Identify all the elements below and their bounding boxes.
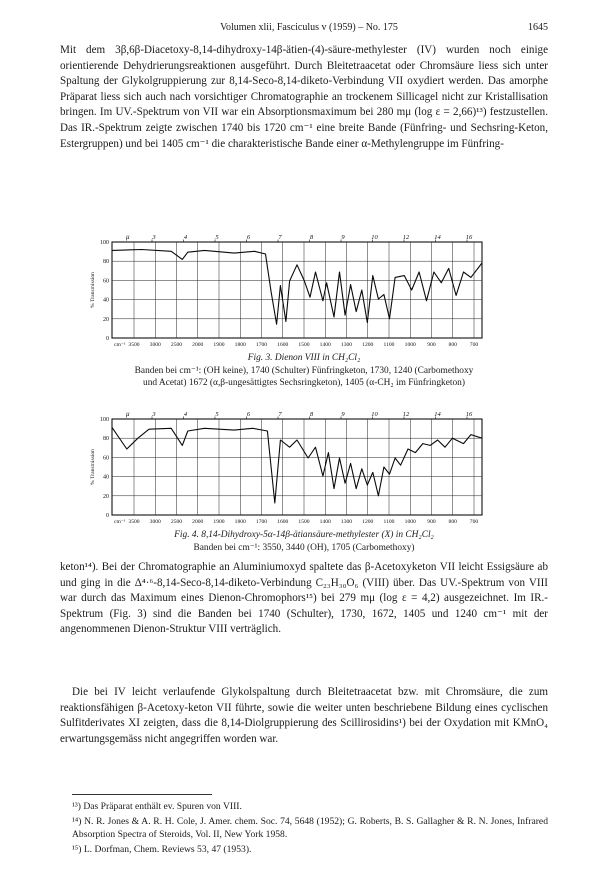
x-tick-label: 1000 xyxy=(404,519,416,525)
x-tick-label: 800 xyxy=(448,342,457,348)
top-tick-label: 9 xyxy=(341,234,345,241)
y-tick-label: 80 xyxy=(103,436,109,443)
x-tick-label: 1700 xyxy=(255,342,268,348)
page-number: 1645 xyxy=(528,22,548,33)
spectrum-trace xyxy=(112,427,482,503)
fig4-caption-title: Fig. 4. 8,14-Dihydroxy-5α-14β-ätiansäure-methylester (X) in CH₂Cl₂ xyxy=(174,530,434,540)
top-tick-label: 12 xyxy=(402,234,410,241)
top-tick-label: 14 xyxy=(434,234,441,241)
x-tick-label: 1600 xyxy=(277,519,289,525)
paragraph-2: keton¹⁴). Bei der Chromatographie an Aluminiumoxyd spaltete das β-Acetoxyketon VII leicht Essigsäure ab und ging in die Δ⁴·⁶-8,14-Seco-8,14-diketo-Verbindung C₂₃H₃₀O₆ (VIII) über. Das UV.-Spektrum von VIII war durch das Maximum eines Dienon-Chromophors¹⁵) bei 279 mμ (log ε = 4,2) ausgezeichnet. Im IR.-Spektrum (Fig. 3) sind die Banden bei 1740 (Schulter), 1730, 1672, 1405 und 1240 cm⁻¹ mit der angenommenen Dienon-Struktur VIII verträglich. xyxy=(60,561,548,636)
x-tick-label: 3500 xyxy=(128,342,140,348)
x-tick-label: 1500 xyxy=(298,342,310,348)
top-tick-label: 16 xyxy=(465,234,473,241)
x-tick-label: 1000 xyxy=(404,342,416,348)
fig3-caption-title: Fig. 3. Dienon VIII in CH₂Cl₂ xyxy=(247,353,361,363)
x-tick-label: 1500 xyxy=(298,519,310,525)
plot-frame xyxy=(112,419,482,515)
x-tick-label: 1600 xyxy=(277,342,289,348)
top-tick-label: 8 xyxy=(309,234,314,241)
x-tick-label: 3000 xyxy=(149,342,161,348)
footnote-14: ¹⁴) N. R. Jones & A. R. H. Cole, J. Amer. chem. Soc. 74, 5648 (1952); G. Roberts, B. S. Gallagher & R. N. Jones, Infrared Absorption Spectra of Steroids, Vol. II, New York 1958. xyxy=(72,816,548,840)
x-tick-label: 1400 xyxy=(319,519,331,525)
x-tick-label: 2500 xyxy=(170,342,183,348)
y-tick-label: 0 xyxy=(106,336,109,342)
x-tick-label: 1200 xyxy=(362,342,374,348)
y-tick-label: 20 xyxy=(103,316,109,323)
top-tick-label: 3 xyxy=(152,234,156,241)
paragraph-1: Mit dem 3β,6β-Diacetoxy-8,14-dihydroxy-14β-ätien-(4)-säure-methylester (IV) wurden noch einige orientierende Dehydrierungsreaktionen ausgeführt. Durch Bleitetraacetat oder Chromsäure liess sich unter Spaltung der Glykolgruppierung zur 8,14-Seco-8,14-diketo-Verbindung VII oxydiert werden. Das amorphe Präparat liess sich auch nach vorsichtiger Chromatographie an trockenem Sillicagel nicht zur Kristallisation bringen. Im UV.-Spektrum von VII war ein Absorptionsmaximum bei 280 mμ (log ε = 2,66)¹³) festzustellen. Das IR.-Spektrum zeigte zwischen 1740 bis 1720 cm⁻¹ eine breite Bande (Fünfring- und Sechsring-Keton, Estergruppen) und bei 1405 cm⁻¹ die charakteristische Bande einer α-Methylengruppe im Fünfring- xyxy=(60,44,548,150)
x-tick-label: 1800 xyxy=(234,519,246,525)
x-tick-label: 1400 xyxy=(319,342,331,348)
top-tick-label: 7 xyxy=(278,234,282,241)
x-tick-label: 900 xyxy=(427,519,436,525)
fig3-caption-line: und Acetat) 1672 (α,β-ungesättigtes Sechsringketon), 1405 (α-CH₂ im Fünfringketon) xyxy=(143,378,465,388)
x-tick-label: 1200 xyxy=(362,519,374,525)
x-tick-label: 2000 xyxy=(192,519,204,525)
x-tick-label: 1800 xyxy=(234,342,246,348)
top-tick-label: 7 xyxy=(278,411,282,418)
y-tick-label: 0 xyxy=(106,513,109,519)
x-tick-label: 1700 xyxy=(255,519,268,525)
top-axis-label: μ xyxy=(126,410,130,418)
x-tick-label: 2500 xyxy=(170,519,183,525)
top-tick-label: 6 xyxy=(246,411,251,418)
top-tick-label: 4 xyxy=(183,411,188,418)
x-tick-label: 900 xyxy=(427,342,436,348)
fig4-caption-line: Banden bei cm⁻¹: 3550, 3440 (OH), 1705 (Carbomethoxy) xyxy=(193,542,415,553)
top-tick-label: 5 xyxy=(215,234,219,241)
top-tick-label: 4 xyxy=(183,234,188,241)
top-tick-label: 3 xyxy=(152,411,156,418)
y-tick-label: 100 xyxy=(100,240,109,246)
y-tick-label: 80 xyxy=(103,259,109,266)
top-tick-label: 9 xyxy=(341,411,345,418)
y-tick-label: 20 xyxy=(103,493,109,500)
top-tick-label: 6 xyxy=(246,234,251,241)
y-tick-label: 60 xyxy=(103,455,109,462)
y-axis-label: % Transmission xyxy=(90,449,96,485)
x-tick-label: 3000 xyxy=(149,519,161,525)
y-tick-label: 40 xyxy=(103,474,109,481)
y-tick-label: 100 xyxy=(100,417,109,423)
top-tick-label: 10 xyxy=(371,234,378,241)
x-tick-label: 700 xyxy=(469,519,479,525)
x-tick-label: 800 xyxy=(448,519,457,525)
x-tick-label: 1900 xyxy=(213,519,225,525)
fig4-caption xyxy=(60,529,548,554)
x-tick-label: 700 xyxy=(469,342,479,348)
fig3-caption-line: Banden bei cm⁻¹: (OH keine), 1740 (Schulter) Fünfringketon, 1730, 1240 (Carbomethoxy xyxy=(134,365,474,376)
top-tick-label: 5 xyxy=(215,411,219,418)
x-axis-label: cm⁻¹ xyxy=(114,519,126,525)
footnote-rule xyxy=(72,794,212,795)
y-tick-label: 40 xyxy=(103,297,109,304)
x-tick-label: 2000 xyxy=(192,342,204,348)
x-tick-label: 1100 xyxy=(383,519,395,525)
top-tick-label: 10 xyxy=(371,411,378,418)
x-tick-label: 1100 xyxy=(383,342,395,348)
paragraph-3: Die bei IV leicht verlaufende Glykolspaltung durch Bleitetraacetat bzw. mit Chromsäure, die zum reaktionsfähigen β-Acetoxy-keton VII führte, sowie die weiter unten beschriebene Bildung eines cyclischen Sulfitderivates XI zeigten, dass die 8,14-Diolgruppierung des Scillirosidins¹) bei der Oxydation mit KMnO₄ erwartungsgemäss nicht angegriffen worden war. xyxy=(60,686,548,745)
top-tick-label: 12 xyxy=(402,411,410,418)
y-axis-label: % Transmission xyxy=(90,272,96,308)
top-tick-label: 14 xyxy=(434,411,441,418)
y-tick-label: 60 xyxy=(103,278,109,285)
fig3-caption xyxy=(60,352,548,390)
top-tick-label: 8 xyxy=(309,411,314,418)
footnote-15: ¹⁵) L. Dorfman, Chem. Reviews 53, 47 (1953). xyxy=(72,844,252,855)
journal-citation: Volumen xlii, Fasciculus v (1959) – No. 175 xyxy=(220,22,398,33)
top-tick-label: 16 xyxy=(465,411,473,418)
x-axis-label: cm⁻¹ xyxy=(114,342,126,348)
footnote-13: ¹³) Das Präparat enthält ev. Spuren von VIII. xyxy=(72,801,242,812)
x-tick-label: 1900 xyxy=(213,342,225,348)
x-tick-label: 1300 xyxy=(340,342,353,348)
x-tick-label: 1300 xyxy=(340,519,353,525)
x-tick-label: 3500 xyxy=(128,519,140,525)
top-axis-label: μ xyxy=(126,233,130,241)
